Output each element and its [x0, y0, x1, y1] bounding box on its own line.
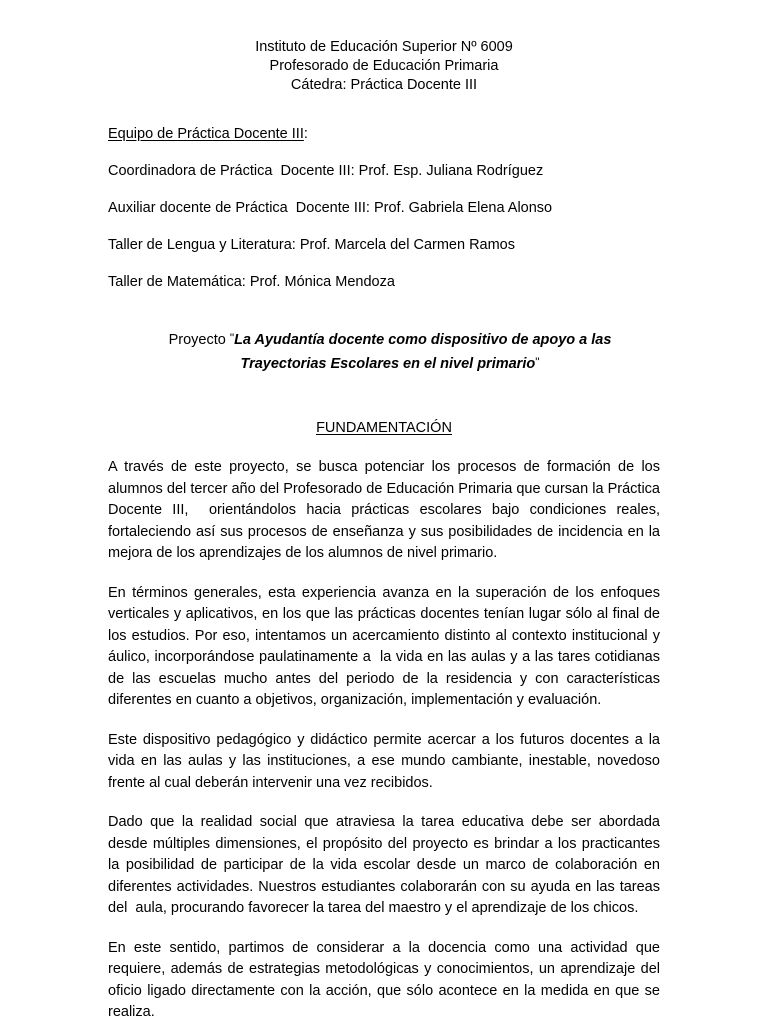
paragraph-3: Este dispositivo pedagógico y didáctico permite acercar a los futuros docentes a la vida en las aulas y las instituciones, a ese mundo cambiante, inestable, novedoso frente al cual deberán intervenir una vez recibidos. — [108, 731, 665, 791]
paragraph-5: En este sentido, partimos de considerar a la docencia como una actividad que requiere, además de estrategias metodológicas y conocimientos, un aprendizaje del oficio ligado directamente con la acción, que sólo acontece en la medida en que se realiza. — [108, 939, 665, 1020]
institution-name: Instituto de Educación Superior Nº 6009 — [255, 39, 513, 55]
project-open-quote: " — [229, 331, 235, 345]
course-name: Cátedra: Práctica Docente III — [290, 77, 478, 93]
team-heading-text: Equipo de Práctica Docente III — [108, 126, 304, 142]
institution-header — [108, 38, 660, 95]
project-name: La Ayudantía docente como dispositivo de apoyo a las Trayectorias Escolares en el nivel primario — [234, 332, 612, 372]
team-member-language-workshop: Taller de Lengua y Literatura: Prof. Marcela del Carmen Ramos — [108, 237, 515, 253]
section-heading-fundamentacion — [108, 419, 660, 437]
paragraph-1: A través de este proyecto, se busca potenciar los procesos de formación de los alumnos del tercer año del Profesorado de Educación Primaria que cursan la Práctica Docente III, orientándolos hacia prácticas escolares bajo condiciones reales, fortaleciendo así sus procesos de enseñanza y sus posibilidades de incidencia en la mejora de los aprendizajes de los alumnos de nivel primario. — [108, 459, 665, 561]
program-name: Profesorado de Educación Primaria — [269, 58, 499, 74]
section-heading-text: FUNDAMENTACIÓN — [316, 420, 452, 436]
team-heading — [108, 125, 660, 143]
team-member-math-workshop: Taller de Matemática: Prof. Mónica Mendoza — [108, 274, 395, 290]
paragraph-2: En términos generales, esta experiencia avanza en la superación de los enfoques verticales y aplicativos, en los que las prácticas docentes tenían lugar sólo al final de los estudios. Por eso, intentamos un acercamiento distinto al contexto institucional y áulico, incorporándose paulatinamente a la vida en las aulas y a las tares cotidianas de las escuelas mucho antes del periodo de la residencia y con características diferentes en cuanto a objetivos, organización, implementación y evaluación. — [108, 584, 665, 708]
paragraph-4: Dado que la realidad social que atraviesa la tarea educativa debe ser abordada desde múltiples dimensiones, el propósito del proyecto es brindar a los practicantes la posibilidad de participar de la vida escolar desde un marco de colaboración en diferentes actividades. Nuestros estudiantes colaborarán con su ayuda en las tareas del aula, procurando favorecer la tarea del maestro y el aprendizaje de los chicos. — [108, 814, 665, 916]
project-close-quote: " — [535, 355, 540, 369]
team-section — [108, 125, 660, 291]
team-heading-colon: : — [303, 126, 308, 142]
project-title — [108, 327, 660, 375]
team-member-coordinator: Coordinadora de Práctica Docente III: Prof. Esp. Juliana Rodríguez — [108, 163, 544, 179]
team-member-assistant: Auxiliar docente de Práctica Docente III: Prof. Gabriela Elena Alonso — [108, 200, 553, 216]
project-label: Proyecto — [168, 332, 230, 348]
